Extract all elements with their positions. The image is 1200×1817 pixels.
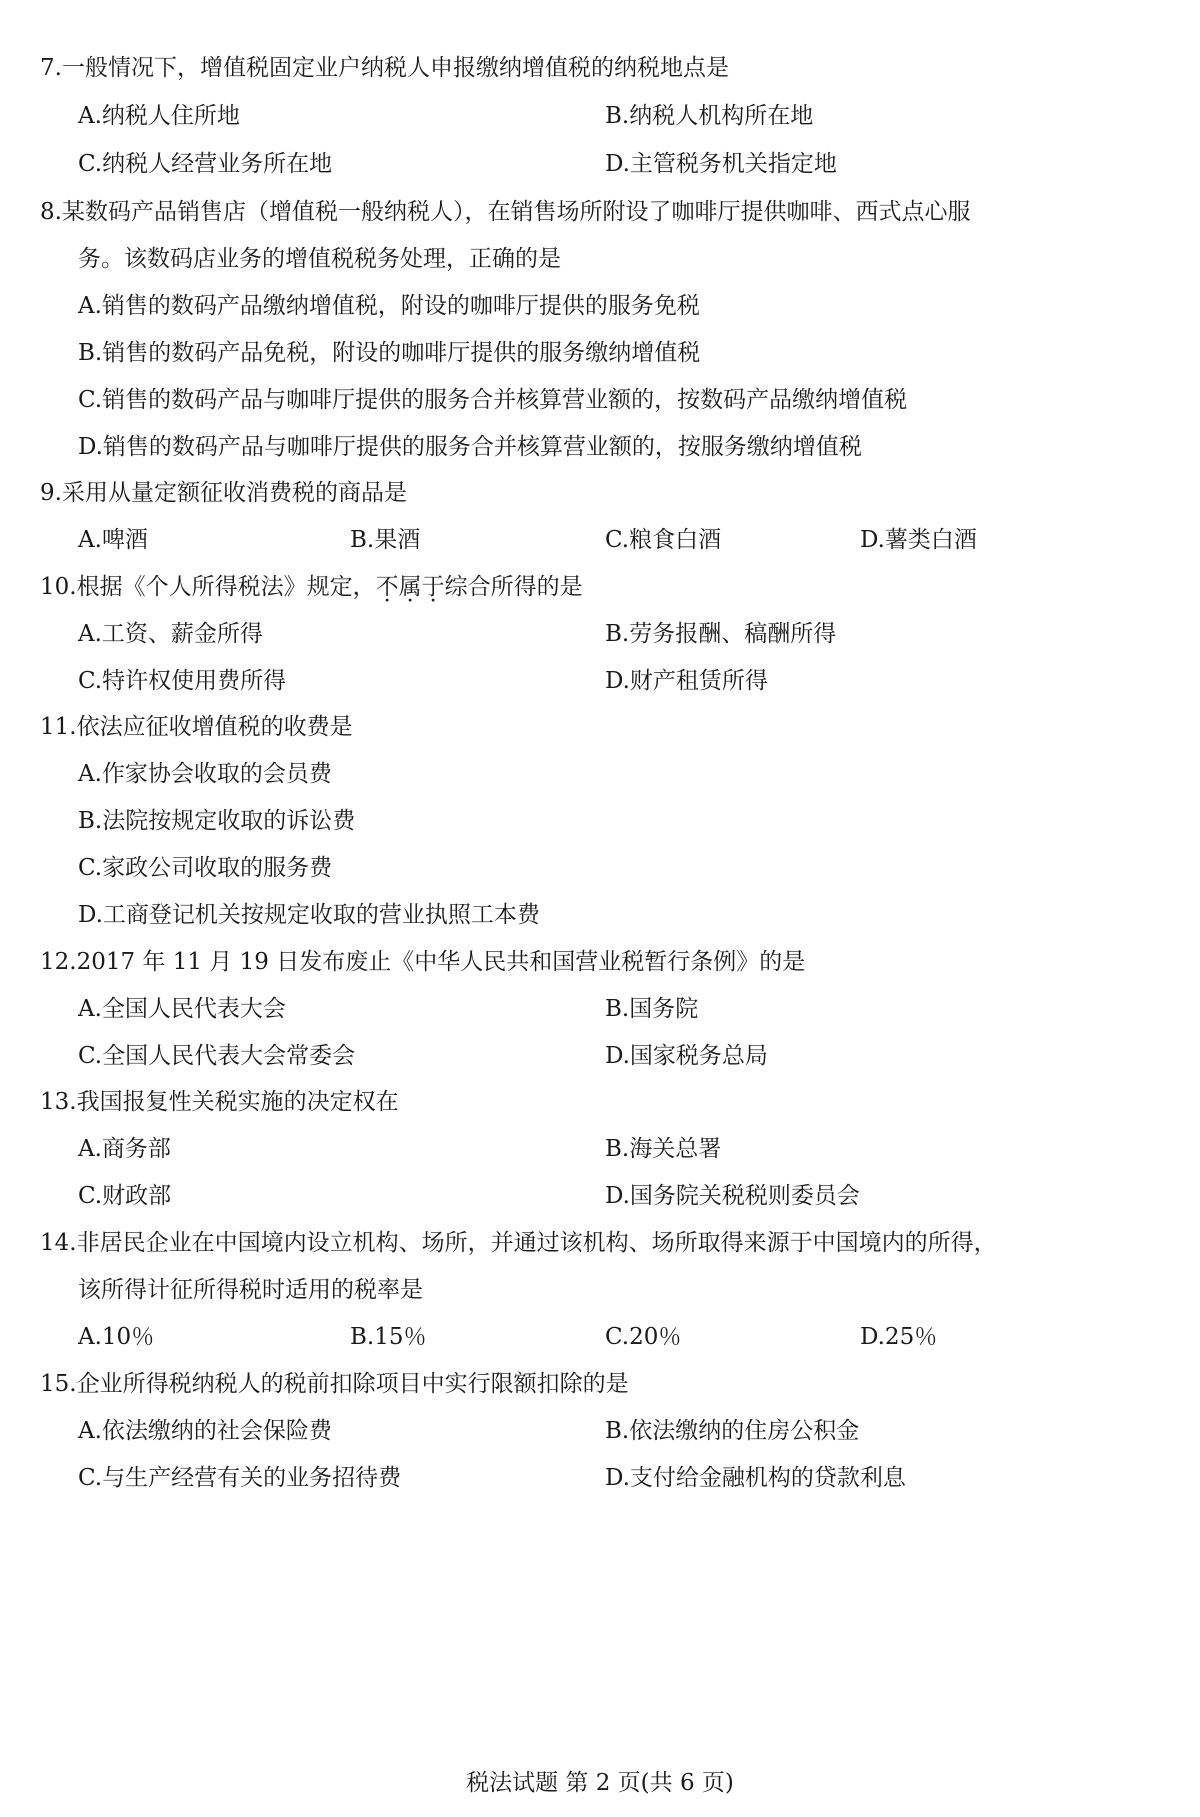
question-11-option-a: A.作家协会收取的会员费 [78,761,332,787]
question-8-option-b: B.销售的数码产品免税，附设的咖啡厅提供的服务缴纳增值税 [78,340,701,366]
question-14-stem-line1: 14.非居民企业在中国境内设立机构、场所，并通过该机构、场所取得来源于中国境内的所得， [40,1230,997,1256]
question-10-stem [40,571,1160,603]
question-15-stem: 15.企业所得税纳税人的税前扣除项目中实行限额扣除的是 [40,1371,629,1397]
question-7-stem: 7.一般情况下，增值税固定业户纳税人申报缴纳增值税的纳税地点是 [40,55,729,81]
question-15-option-c: C.与生产经营有关的业务招待费 [78,1465,402,1491]
question-10-option-b: B.劳务报酬、稿酬所得 [605,621,837,647]
question-7-option-c: C.纳税人经营业务所在地 [78,151,333,177]
question-9-option-c: C.粮食白酒 [605,527,722,553]
question-11-stem: 11.依法应征收增值税的收费是 [40,714,353,740]
question-11-option-c: C.家政公司收取的服务费 [78,855,333,881]
emphasis-char-3: 于 [421,574,445,600]
question-12-option-a: A.全国人民代表大会 [78,996,286,1022]
question-13-option-d: D.国务院关税税则委员会 [605,1183,860,1209]
question-9-stem: 9.采用从量定额征收消费税的商品是 [40,480,407,506]
question-14-option-d: D.25％ [860,1324,938,1350]
question-8-stem-line2: 务。该数码店业务的增值税税务处理，正确的是 [78,246,561,272]
question-15-option-a: A.依法缴纳的社会保险费 [78,1418,332,1444]
question-11-option-b: B.法院按规定收取的诉讼费 [78,808,356,834]
question-8-option-a: A.销售的数码产品缴纳增值税，附设的咖啡厅提供的服务免税 [78,293,700,319]
question-10-option-a: A.工资、薪金所得 [78,621,263,647]
question-12-option-c: C.全国人民代表大会常委会 [78,1043,356,1069]
question-9-option-d: D.薯类白酒 [860,527,977,553]
question-10-option-c: C.特许权使用费所得 [78,668,287,694]
question-15-option-b: B.依法缴纳的住房公积金 [605,1418,860,1444]
emphasis-char-2: 属 [398,574,422,600]
question-14-option-a: A.10％ [78,1324,155,1350]
question-10-option-d: D.财产租赁所得 [605,668,768,694]
question-10-stem-pre: 10.根据《个人所得税法》规定， [40,574,376,600]
question-8-option-c: C.销售的数码产品与咖啡厅提供的服务合并核算营业额的，按数码产品缴纳增值税 [78,387,908,413]
question-13-stem: 13.我国报复性关税实施的决定权在 [40,1089,399,1115]
question-7-option-d: D.主管税务机关指定地 [605,151,837,177]
question-10-stem-post: 综合所得的是 [444,574,583,600]
question-7-option-b: B.纳税人机构所在地 [605,103,814,129]
question-13-option-b: B.海关总署 [605,1136,722,1162]
question-7-option-a: A.纳税人住所地 [78,103,240,129]
question-14-option-c: C.20％ [605,1324,682,1350]
question-14-stem-line2: 该所得计征所得税时适用的税率是 [78,1277,423,1303]
question-8-stem-line1: 8.某数码产品销售店（增值税一般纳税人），在销售场所附设了咖啡厅提供咖啡、西式点心服 [40,199,971,225]
question-12-option-d: D.国家税务总局 [605,1043,768,1069]
question-11-option-d: D.工商登记机关按规定收取的营业执照工本费 [78,902,540,928]
question-14-option-b: B.15％ [350,1324,427,1350]
question-13-option-a: A.商务部 [78,1136,171,1162]
question-12-stem: 12.2017 年 11 月 19 日发布废止《中华人民共和国营业税暂行条例》的是 [40,949,806,975]
question-15-option-d: D.支付给金融机构的贷款利息 [605,1465,906,1491]
question-12-option-b: B.国务院 [605,996,699,1022]
page-footer: 税法试题 第 2 页(共 6 页) [466,1770,734,1796]
emphasis-char-1: 不 [375,574,399,600]
question-8-option-d: D.销售的数码产品与咖啡厅提供的服务合并核算营业额的，按服务缴纳增值税 [78,434,862,460]
question-13-option-c: C.财政部 [78,1183,172,1209]
question-9-option-b: B.果酒 [350,527,421,553]
question-9-option-a: A.啤酒 [78,527,148,553]
